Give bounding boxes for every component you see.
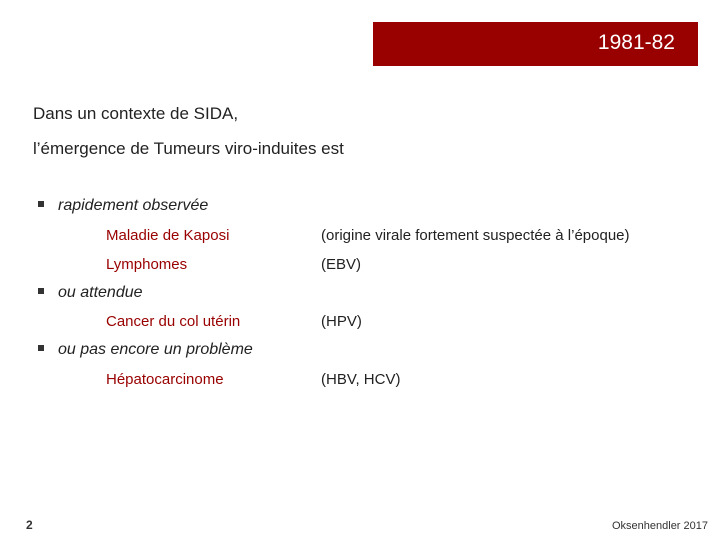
note-kaposi: (origine virale fortement suspectée à l’époque) xyxy=(321,227,630,244)
note-col-uterin: (HPV) xyxy=(321,313,362,330)
item-lymphomes: Lymphomes xyxy=(106,256,188,273)
square-bullet-icon xyxy=(38,345,44,351)
bullet-label: ou attendue xyxy=(58,284,143,301)
note-hepatocarcinome: (HBV, HCV) xyxy=(321,371,401,388)
item-hepatocarcinome: Hépatocarcinome xyxy=(106,371,224,388)
title-banner xyxy=(373,22,698,66)
bullet-expected xyxy=(38,284,143,302)
intro-line-2: l’émergence de Tumeurs viro-induites est xyxy=(33,139,344,158)
square-bullet-icon xyxy=(38,201,44,207)
intro-line-1: Dans un contexte de SIDA, xyxy=(33,104,239,123)
bullet-label: rapidement observée xyxy=(58,197,209,214)
bullet-label: ou pas encore un problème xyxy=(58,341,253,358)
bullet-not-yet xyxy=(38,341,253,359)
square-bullet-icon xyxy=(38,288,44,294)
note-lymphomes: (EBV) xyxy=(321,256,362,273)
intro-text xyxy=(33,96,344,166)
item-col-uterin: Cancer du col utérin xyxy=(106,313,241,330)
bullet-observed xyxy=(38,197,208,215)
page-number: 2 xyxy=(26,518,33,532)
footer-author: Oksenhendler 2017 xyxy=(611,520,708,532)
slide-title: 1981-82 xyxy=(597,31,675,54)
item-kaposi: Maladie de Kaposi xyxy=(106,227,230,244)
